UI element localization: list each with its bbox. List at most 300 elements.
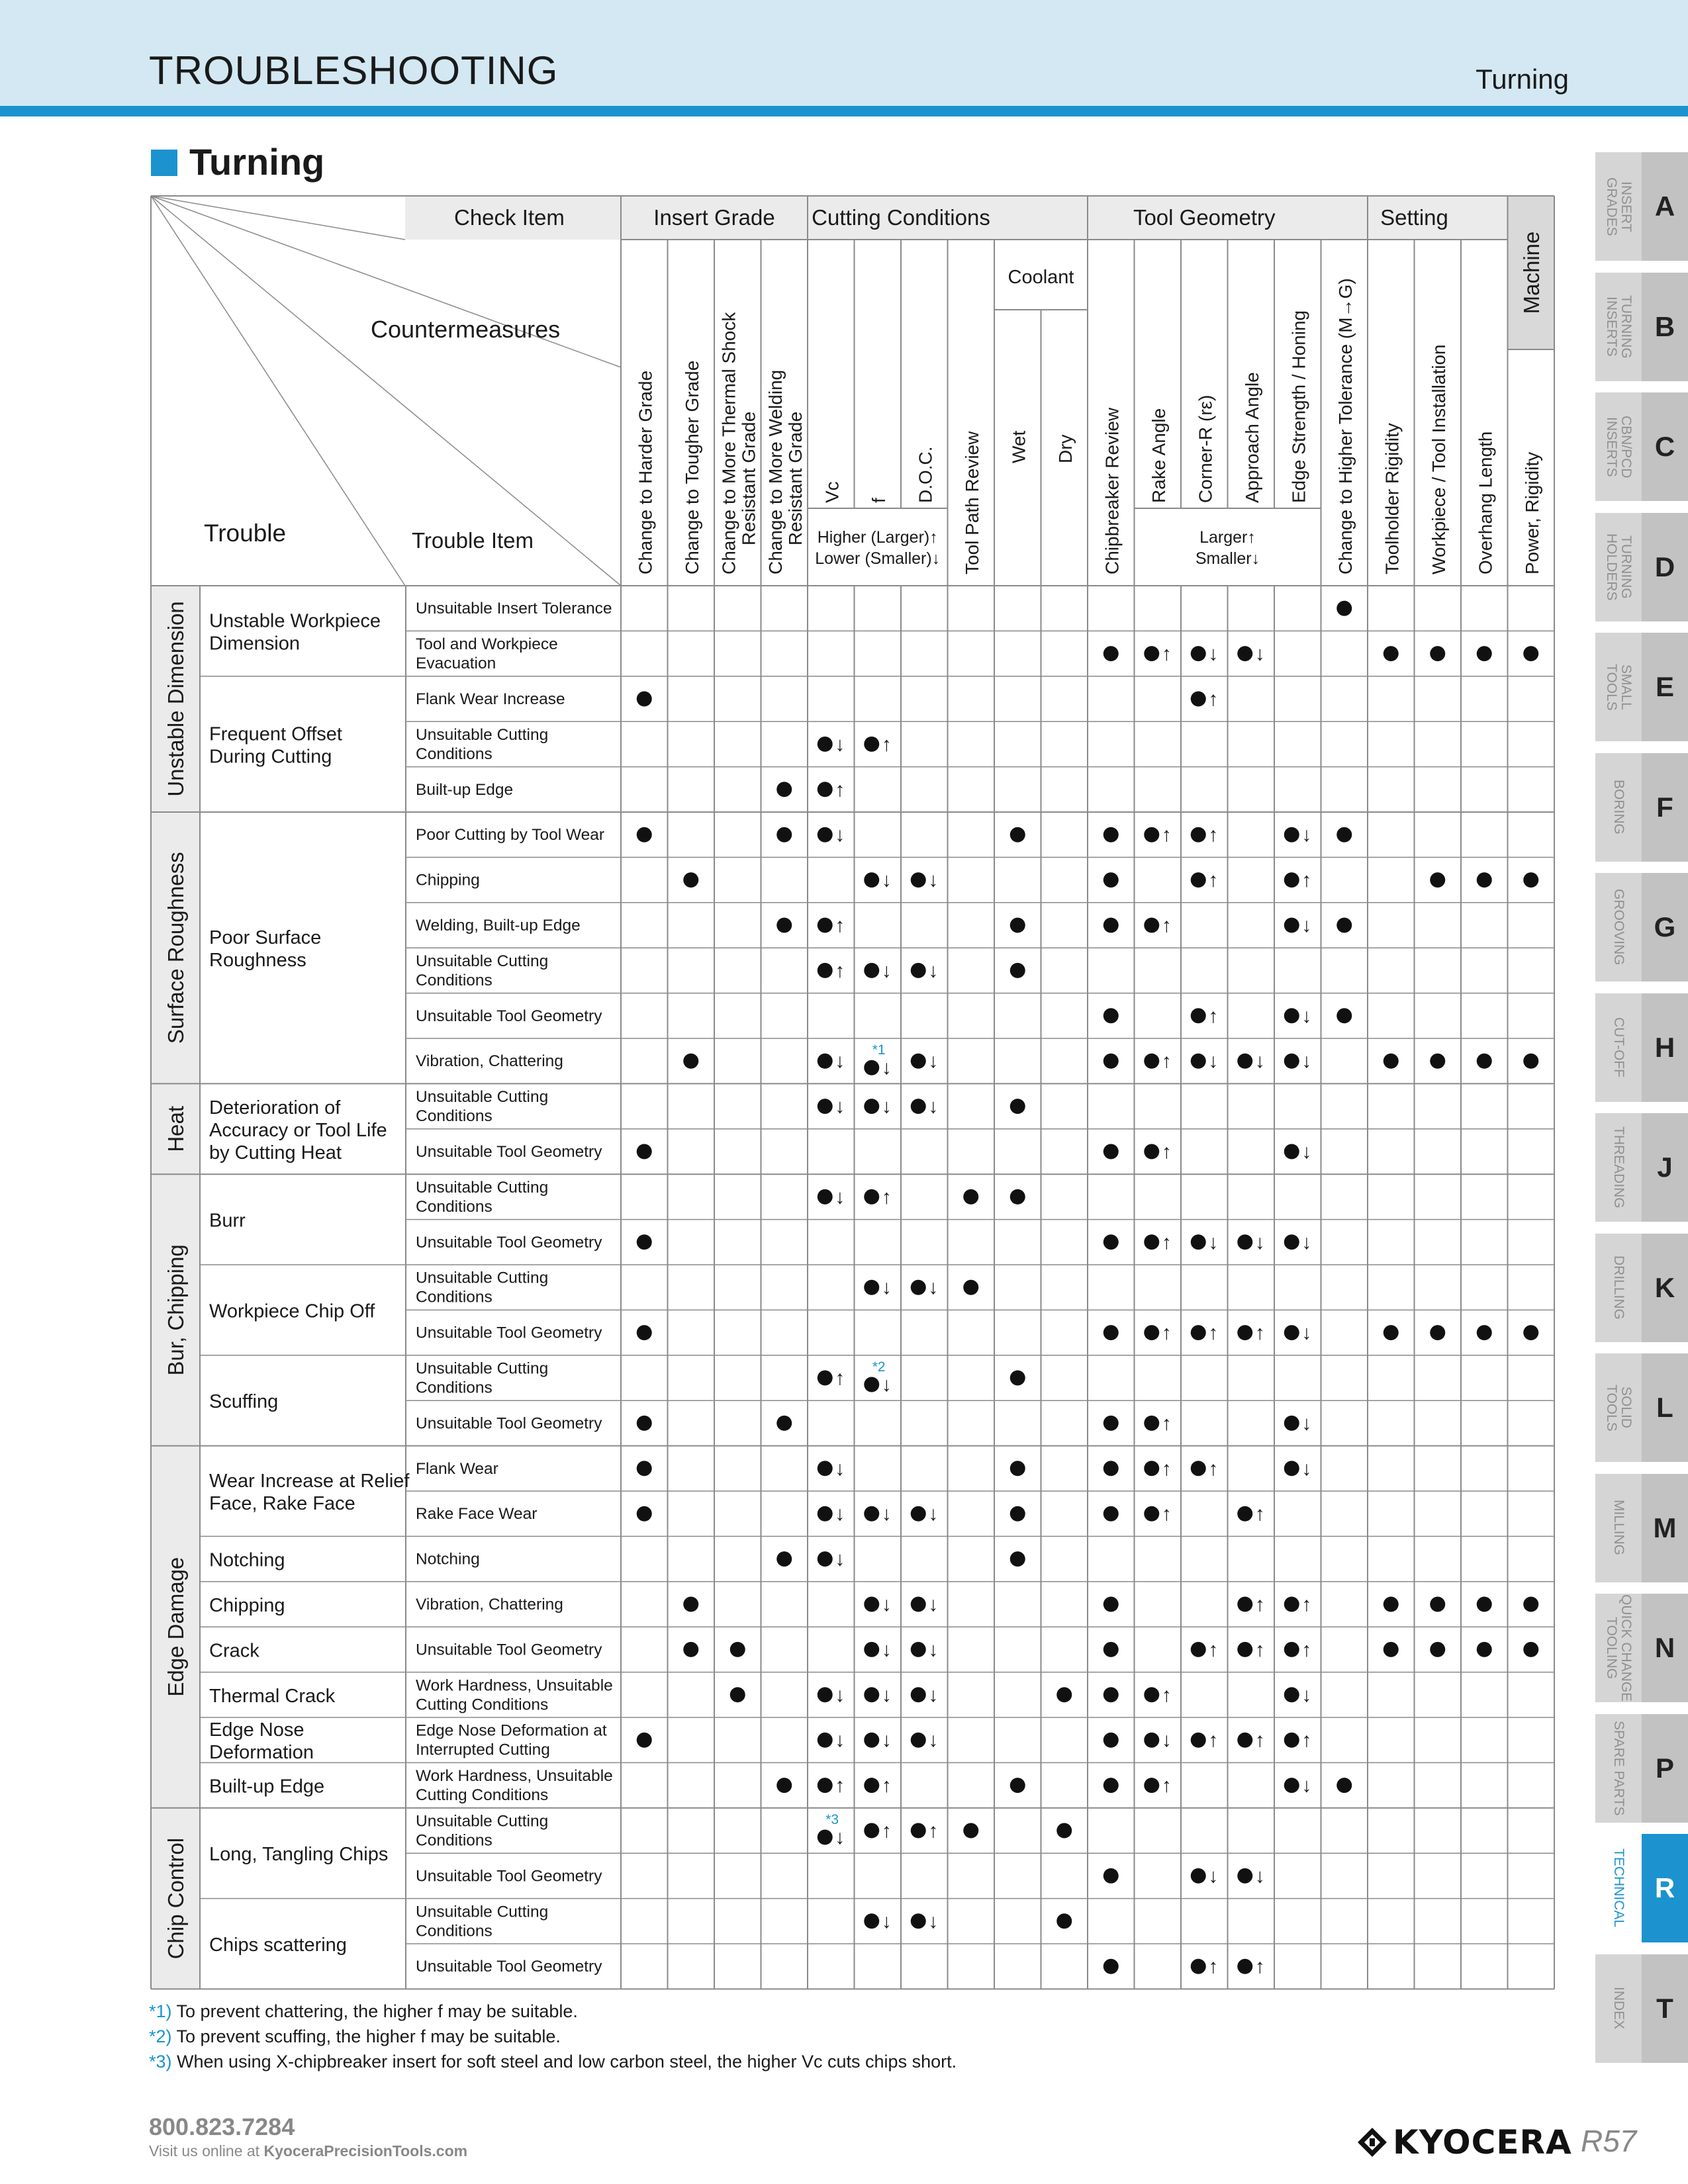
phone-number: 800.823.7284 [149,2113,295,2140]
mark-dot [1237,1868,1252,1884]
mark-dot [911,1506,926,1522]
mark-dot [963,1280,978,1295]
trouble-item: Chipping [416,871,480,889]
mark-dot [1523,1054,1538,1069]
mark-dot [1284,872,1299,887]
trouble-item: Conditions [416,971,492,989]
mark-dot [1383,646,1399,661]
trouble-item: Unsuitable Tool Geometry [416,1641,602,1659]
mark-dot [637,827,652,842]
trouble-item: Conditions [416,1831,492,1850]
tab-c[interactable] [1595,392,1688,505]
mark-dot [1103,918,1119,933]
legend-larger: Larger↑ [1199,528,1256,547]
mark-arrow: ↓ [835,1050,845,1073]
mark-dot [911,1913,926,1929]
trouble-label: Deterioration of [209,1097,341,1118]
column-header: Wet [1008,430,1029,463]
mark-arrow: ↓ [835,1827,845,1848]
tab-label [1595,1353,1642,1462]
mark-dot [818,1099,833,1114]
mark-arrow: ↑ [1301,1594,1312,1615]
tab-letter: N [1642,1594,1688,1702]
tab-label [1595,753,1642,862]
mark-dot [637,1234,652,1250]
page-title: TROUBLESHOOTING [149,48,559,93]
coolant-header: Coolant [1008,267,1074,288]
column-header: Power, Rigidity [1521,451,1542,574]
mark-dot [1284,1642,1299,1657]
mark-arrow: ↓ [881,1684,892,1706]
trouble-item: Unsuitable Tool Geometry [416,1414,602,1433]
mark-arrow: ↓ [1208,643,1219,665]
mark-arrow: ↑ [835,960,845,982]
mark-dot [911,963,926,978]
section-title: Turning [189,141,325,183]
trouble-item: Unsuitable Tool Geometry [416,1143,602,1161]
column-header: Corner-R (rε) [1195,394,1216,503]
mark-arrow: ↑ [1208,1956,1219,1978]
tab-label-text: SOLID TOOLS [1604,1384,1634,1432]
mark-arrow: ↑ [1161,1412,1172,1435]
tab-letter: A [1642,152,1688,261]
mark-arrow: ↑ [881,1820,892,1842]
mark-dot [1336,918,1352,933]
trouble-item: Vibration, Chattering [416,1596,563,1614]
mark-dot [1191,1461,1206,1476]
mark-dot [818,1461,833,1476]
tab-label-text: TECHNICAL [1611,1848,1626,1928]
mark-dot [637,1733,652,1748]
trouble-item: Unsuitable Insert Tolerance [416,600,612,618]
mark-arrow: ↑ [881,1774,892,1797]
mark-arrow: ↓ [1208,1050,1219,1073]
tab-d[interactable] [1595,513,1688,625]
mark-arrow: ↑ [1161,1457,1172,1480]
mark-dot [1103,827,1119,842]
mark-dot [776,827,792,842]
trouble-label: Trouble [204,520,287,547]
mark-arrow: ↓ [1301,1141,1312,1163]
mark-dot [1237,646,1252,661]
tab-r[interactable] [1595,1834,1688,1946]
mark-dot [1144,646,1159,661]
mark-arrow: ↓ [928,1277,939,1299]
mark-dot [864,1377,879,1392]
tab-e[interactable] [1595,633,1688,745]
tab-label-text: QUICK CHANGE TOOLING [1604,1594,1634,1702]
tab-label-text: SMALL TOOLS [1604,663,1634,711]
group-header: Tool Geometry [1133,205,1276,230]
mark-dot [1144,1234,1159,1250]
tab-j[interactable] [1595,1113,1688,1226]
mark-dot [683,1642,698,1657]
mark-dot [637,1144,652,1160]
group-header: Machine [1519,231,1544,314]
tab-label-text: INSERT GRADES [1604,177,1634,236]
mark-arrow: ↓ [881,1095,892,1118]
mark-arrow: ↓ [1301,1684,1312,1706]
trouble-label: Crack [209,1640,259,1662]
column-header: Edge Strength / Honing [1288,310,1309,503]
trouble-label: Notching [209,1549,285,1571]
mark-dot [1430,1325,1445,1340]
mark-dot [818,782,833,797]
mark-arrow: ↑ [835,1367,845,1389]
mark-arrow: ↓ [835,733,845,756]
mark-dot [818,1778,833,1793]
tab-f[interactable] [1595,753,1688,866]
mark-arrow: ↑ [1301,1729,1312,1752]
mark-dot [1103,1868,1119,1884]
mark-dot [1477,1325,1492,1340]
mark-dot [864,1189,879,1205]
mark-arrow: ↑ [1254,1639,1265,1661]
mark-dot [1383,1325,1399,1340]
mark-dot [1103,1687,1119,1702]
category-label: Edge Damage [164,1557,188,1697]
mark-dot [911,1099,926,1114]
trouble-item-label: Trouble Item [412,528,534,553]
trouble-label: Face, Rake Face [209,1493,355,1514]
footnote-ref: *2 [872,1359,886,1375]
tab-a[interactable] [1595,152,1688,265]
mark-dot [1284,1325,1299,1340]
mark-arrow: ↑ [1301,869,1312,891]
mark-dot [1103,872,1119,887]
trouble-item: Unsuitable Cutting [416,1178,549,1197]
tab-h[interactable] [1595,993,1688,1106]
mark-dot [1103,1461,1119,1476]
category-label: Surface Roughness [164,852,188,1044]
mark-dot [864,1280,879,1295]
mark-dot [911,872,926,887]
mark-arrow: ↑ [881,1186,892,1208]
mark-arrow: ↓ [835,1095,845,1118]
mark-dot [818,1830,833,1845]
mark-dot [1010,918,1025,933]
trouble-item: Conditions [416,1379,492,1397]
check-item-label: Check Item [454,205,565,230]
mark-arrow: ↓ [1254,1231,1265,1253]
tab-label [1595,273,1642,381]
trouble-label: Scuffing [209,1391,279,1413]
tab-label [1595,1113,1642,1222]
tab-label [1595,1474,1642,1582]
mark-dot [1284,1008,1299,1023]
tab-label [1595,633,1642,741]
mark-dot [1010,963,1025,978]
mark-arrow: ↓ [1301,1322,1312,1344]
column-header: Change to Tougher Grade [681,360,702,574]
mark-arrow: ↑ [1254,1322,1265,1344]
column-header: Rake Angle [1148,408,1169,503]
footnotes [149,1999,957,2074]
mark-dot [776,1416,792,1431]
trouble-label: Long, Tangling Chips [209,1844,389,1866]
mark-dot [1523,872,1538,887]
website-link[interactable]: KyoceraPrecisionTools.com [263,2142,468,2160]
mark-arrow: ↓ [928,1910,939,1933]
page-number: R57 [1581,2124,1637,2158]
mark-arrow: ↑ [1161,1684,1172,1706]
tab-m[interactable] [1595,1474,1688,1586]
mark-dot [864,1642,879,1657]
trouble-item: Unsuitable Tool Geometry [416,1233,602,1251]
mark-dot [1191,646,1206,661]
mark-dot [1191,1234,1206,1250]
mark-dot [1056,1687,1072,1702]
mark-dot [864,963,879,978]
trouble-item: Poor Cutting by Tool Wear [416,826,605,844]
mark-dot [1523,1325,1538,1340]
mark-dot [1191,1868,1206,1884]
mark-arrow: ↑ [1161,1503,1172,1525]
mark-arrow: ↓ [1301,1457,1312,1480]
mark-arrow: ↓ [835,824,845,846]
category-label: Unstable Dimension [164,601,188,797]
mark-arrow: ↓ [881,1910,892,1933]
mark-dot [818,1687,833,1702]
mark-dot [730,1687,745,1702]
mark-dot [637,1506,652,1522]
mark-dot [1191,692,1206,707]
mark-dot [1103,1642,1119,1657]
mark-arrow: ↑ [835,778,845,801]
mark-dot [1237,1733,1252,1748]
mark-dot [1191,1642,1206,1657]
mark-dot [683,1597,698,1612]
tab-t[interactable] [1595,1954,1688,2067]
mark-arrow: ↓ [928,1050,939,1073]
mark-dot [1103,1144,1119,1160]
mark-arrow: ↓ [1208,1865,1219,1888]
category-label: Bur, Chipping [164,1244,188,1376]
column-header: Chipbreaker Review [1102,407,1123,574]
tab-letter: E [1642,633,1688,741]
tab-letter: C [1642,392,1688,501]
tab-k[interactable] [1595,1234,1688,1346]
tab-label-text: GROOVING [1611,889,1626,966]
mark-dot [1237,1597,1252,1612]
mark-dot [1144,918,1159,933]
tab-n[interactable] [1595,1594,1688,1706]
mark-arrow: ↑ [1254,1503,1265,1525]
mark-dot [911,1823,926,1839]
mark-dot [1430,872,1445,887]
mark-arrow: ↓ [928,1594,939,1615]
trouble-label: Thermal Crack [209,1685,336,1707]
trouble-item: Unsuitable Cutting [416,952,549,970]
column-header: Overhang Length [1475,431,1496,574]
mark-arrow: ↓ [835,1729,845,1752]
countermeasures-label: Countermeasures [371,316,561,343]
mark-arrow: ↓ [1301,1050,1312,1073]
trouble-item: Cutting Conditions [416,1786,549,1805]
mark-dot [776,1551,792,1567]
trouble-label: Edge Nose [209,1719,305,1741]
header-category: Turning [1476,64,1569,95]
tab-label [1595,1714,1642,1823]
mark-dot [776,1778,792,1793]
mark-arrow: ↓ [881,869,892,891]
tab-letter: K [1642,1234,1688,1342]
mark-arrow: ↓ [881,1639,892,1661]
trouble-item: Flank Wear [416,1459,498,1478]
mark-dot [1284,1597,1299,1612]
column-header: Tool Path Review [961,431,982,574]
mark-dot [1477,646,1492,661]
mark-dot [864,1506,879,1522]
tab-label-text: THREADING [1611,1126,1626,1208]
trouble-label: Workpiece Chip Off [209,1300,375,1322]
tab-g[interactable] [1595,873,1688,985]
column-header: Change to Harder Grade [635,370,656,574]
mark-arrow: ↓ [835,1503,845,1525]
column-header: f [868,498,889,503]
tab-label [1595,1594,1642,1702]
mark-arrow: ↓ [928,960,939,982]
mark-arrow: ↓ [1301,1774,1312,1797]
mark-dot [911,1054,926,1069]
column-header: Dry [1055,434,1076,463]
mark-dot [864,1099,879,1114]
trouble-item: Edge Nose Deformation at [416,1721,607,1740]
mark-dot [1336,601,1352,616]
column-header: Resistant Grade [738,411,759,546]
mark-arrow: ↑ [881,733,892,756]
mark-dot [1523,646,1538,661]
mark-arrow: ↑ [928,1820,939,1842]
mark-dot [1144,1325,1159,1340]
mark-dot [911,1733,926,1748]
mark-dot [1430,646,1445,661]
mark-dot [1284,1054,1299,1069]
trouble-item: Unsuitable Tool Geometry [416,1867,602,1886]
kyocera-logo [1357,2123,1572,2161]
mark-arrow: ↓ [1208,1231,1219,1253]
mark-dot [1010,1551,1025,1567]
mark-dot [1284,1144,1299,1160]
tab-letter: G [1642,873,1688,981]
mark-dot [1237,1325,1252,1340]
mark-dot [1144,1054,1159,1069]
mark-dot [1103,1054,1119,1069]
mark-arrow: ↓ [928,1503,939,1525]
trouble-item: Flank Wear Increase [416,690,565,708]
tab-p[interactable] [1595,1714,1688,1827]
mark-arrow: ↓ [928,1684,939,1706]
tab-letter: T [1642,1954,1688,2063]
tab-letter: L [1642,1353,1688,1462]
mark-dot [1284,827,1299,842]
mark-dot [864,872,879,887]
mark-dot [1477,872,1492,887]
column-header: Resistant Grade [784,411,806,546]
mark-dot [818,1506,833,1522]
mark-arrow: ↑ [1161,643,1172,665]
mark-dot [1336,827,1352,842]
trouble-item: Unsuitable Cutting [416,725,549,744]
trouble-item: Tool and Workpiece [416,635,558,654]
trouble-item: Built-up Edge [416,780,514,799]
tab-letter: F [1642,753,1688,862]
column-header: Vc [821,481,843,503]
mark-arrow: ↑ [1208,1729,1219,1752]
tab-label [1595,1954,1642,2063]
mark-arrow: ↑ [835,915,845,936]
mark-arrow: ↓ [881,1594,892,1615]
tab-letter: R [1642,1834,1688,1942]
mark-arrow: ↓ [881,1057,892,1079]
trouble-label: by Cutting Heat [209,1142,342,1163]
mark-dot [1284,1687,1299,1702]
mark-arrow: ↓ [835,1684,845,1706]
mark-dot [1103,1733,1119,1748]
mark-dot [963,1189,978,1205]
tab-label-text: CUT-OFF [1611,1017,1626,1077]
mark-dot [1056,1913,1072,1929]
mark-arrow: ↓ [881,1729,892,1752]
mark-dot [1103,1778,1119,1793]
tab-label [1595,152,1642,261]
trouble-label: Unstable Workpiece [209,610,381,632]
trouble-label: Roughness [209,950,306,972]
column-header: Change to More Thermal Shock [718,312,739,574]
logo-wordmark: KYOCERA [1393,2123,1572,2161]
mark-dot [911,1597,926,1612]
mark-arrow: ↓ [1301,915,1312,936]
mark-dot [1144,827,1159,842]
mark-dot [637,1325,652,1340]
footnote: *1) To prevent chattering, the higher f may be suitable. [149,2001,578,2021]
column-header: Toolholder Rigidity [1382,423,1403,574]
trouble-item: Notching [416,1550,480,1569]
mark-dot [1430,1054,1445,1069]
mark-dot [1430,1597,1445,1612]
mark-arrow: ↓ [1301,1412,1312,1435]
mark-dot [637,1416,652,1431]
tab-l[interactable] [1595,1353,1688,1466]
mark-dot [1191,1959,1206,1974]
mark-dot [1010,1189,1025,1205]
mark-dot [864,737,879,752]
legend-smaller: Smaller↓ [1195,549,1260,568]
mark-arrow: ↑ [1254,1594,1265,1615]
mark-dot [776,782,792,797]
tab-letter: B [1642,273,1688,381]
tab-letter: J [1642,1113,1688,1222]
column-header: Workpiece / Tool Installation [1428,344,1449,574]
mark-dot [818,1054,833,1069]
tab-label [1595,873,1642,981]
footnote: *2) To prevent scuffing, the higher f may be suitable. [149,2026,561,2046]
mark-dot [1430,1642,1445,1657]
mark-dot [1191,872,1206,887]
mark-arrow: ↓ [928,1095,939,1118]
mark-dot [683,872,698,887]
mark-dot [864,1733,879,1748]
legend-higher: Higher (Larger)↑ [817,528,938,547]
mark-arrow: ↑ [1161,1231,1172,1253]
mark-arrow: ↑ [1208,824,1219,846]
tab-b[interactable] [1595,273,1688,385]
mark-arrow: ↑ [1161,1141,1172,1163]
mark-dot [818,918,833,933]
mark-dot [1523,1597,1538,1612]
mark-dot [1477,1642,1492,1657]
mark-arrow: ↑ [1208,1322,1219,1344]
